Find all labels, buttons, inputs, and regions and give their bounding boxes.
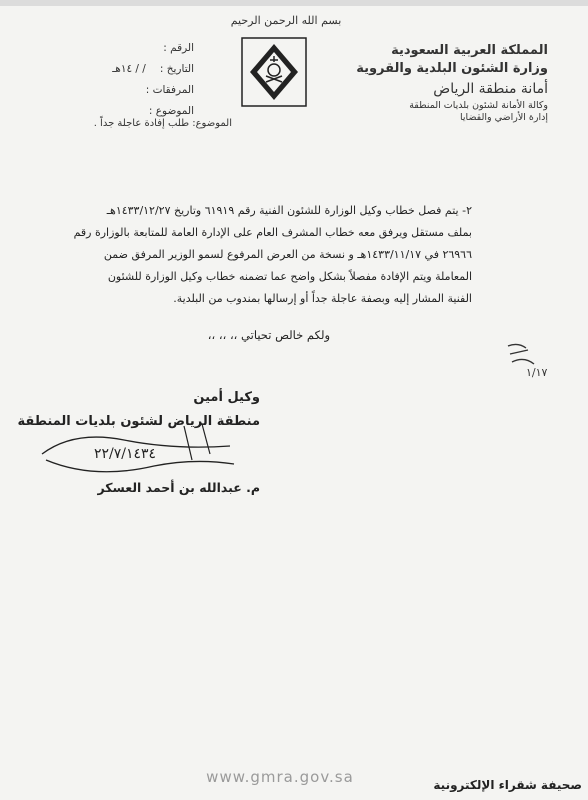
margin-handwritten-note bbox=[504, 340, 554, 380]
body-line: المعاملة ويتم الإفادة مفصلاً بشكل واضح عما تضمنه خطاب وكيل الوزارة للشئون bbox=[107, 270, 472, 283]
reference-number-label: الرقم : bbox=[163, 42, 194, 54]
org-line-agency: وكالة الأمانة لشئون بلديات المنطقة bbox=[409, 100, 548, 111]
organization-header bbox=[356, 42, 548, 124]
org-line-department: إدارة الأراضي والقضايا bbox=[460, 112, 548, 123]
signatory-title: وكيل أمين bbox=[193, 390, 260, 405]
subject-line: الموضوع: طلب إفادة عاجلة جداً . bbox=[93, 118, 232, 129]
scan-top-edge bbox=[0, 0, 588, 6]
reference-date-value: / / ١٤هـ bbox=[112, 63, 146, 75]
bismillah-heading: بسم الله الرحمن الرحيم bbox=[230, 14, 342, 27]
signature-date-text: ٢٢/٧/١٤٣٤ bbox=[94, 446, 157, 462]
reference-date-label: التاريخ : bbox=[159, 63, 194, 75]
body-line: ٢٦٩٦٦ في ١٤٣٣/١١/١٧هـ و نسخة من العرض المرفوع لسمو الوزير المرفق ضمن bbox=[103, 248, 472, 261]
org-line-ministry: وزارة الشئون البلدية والقروية bbox=[356, 61, 548, 76]
margin-note-text: ١/١٧ bbox=[526, 366, 548, 379]
reference-block bbox=[66, 38, 194, 122]
body-line: بملف مستقل ويرفق معه خطاب المشرف العام على الإدارة العامة للمتابعة بالوزارة رقم bbox=[73, 226, 472, 239]
org-line-kingdom: المملكة العربية السعودية bbox=[391, 43, 548, 58]
subject-label: الموضوع : bbox=[148, 105, 194, 117]
signatory-name: م. عبدالله بن أحمد العسكر bbox=[97, 480, 260, 495]
reference-number-row bbox=[66, 38, 194, 59]
letter-body bbox=[52, 200, 472, 310]
body-line: ٢- يتم فصل خطاب وكيل الوزارة للشئون الفنية رقم ٦١٩١٩ وتاريخ ١٤٣٣/١٢/٢٧هـ bbox=[106, 204, 472, 217]
signatory-department: منطقة الرياض لشئون بلديات المنطقة bbox=[17, 414, 260, 429]
saudi-emblem-icon bbox=[240, 36, 308, 108]
attachments-label: المرفقات : bbox=[145, 84, 194, 96]
org-line-municipality: أمانة منطقة الرياض bbox=[433, 81, 548, 97]
closing-greeting: ولكم خالص تحياتي ،، ،، ،، bbox=[207, 328, 330, 342]
footer-website: www.gmra.gov.sa bbox=[206, 768, 354, 786]
reference-date-row bbox=[66, 59, 194, 80]
newspaper-watermark: صحيفة شقراء الإلكترونية bbox=[433, 778, 582, 792]
attachments-row bbox=[66, 80, 194, 101]
body-line: الفنية المشار إليه وبصفة عاجلة جداً أو إرسالها بمندوب من البلدية. bbox=[173, 292, 472, 305]
